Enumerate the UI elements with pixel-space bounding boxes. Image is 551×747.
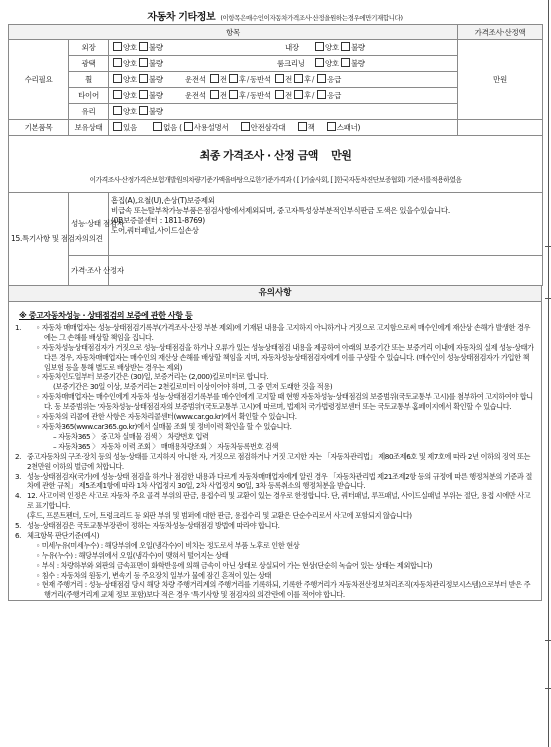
- repair-price: 만원: [458, 40, 543, 120]
- repair-item-label: 내장: [284, 43, 299, 52]
- final-price-note: 이가격조사·산정가격은보험개발원의차량기준가액을바탕으로한기준가격과 ( [ ]기술사회, [ ]한국자동차진단보증협회) 기준서를적용하였음: [89, 175, 462, 184]
- driver-seat-label: 운전석: [184, 91, 206, 100]
- checkbox[interactable]: [139, 58, 148, 67]
- opt-bad: 불량: [350, 43, 365, 52]
- opinion-line: 도어,쿼터패널,사이드실손상: [111, 226, 199, 235]
- opt-bad: 불량: [350, 59, 365, 68]
- basic-items-row: 있음 없음 ( 사용설명서 안전삼각대 잭 스패너): [109, 120, 458, 136]
- notice-text: 성능·상태점검은 국토교통부장관이 정하는 자동차성능·상태점검 방법에 따라야 합니다.: [27, 521, 280, 531]
- opt-urgent: 응급: [327, 75, 342, 84]
- notice-section: [8, 286, 542, 601]
- opt-good: 양호: [123, 91, 137, 100]
- notice-text: 체크항목 판단기준(예시): [27, 530, 100, 540]
- checkbox[interactable]: [317, 74, 326, 83]
- notice-sub: – 자동차365 〉 중고차 실매물 검색 〉 차량번호 입력: [53, 431, 209, 441]
- notice-num: 2.: [15, 451, 22, 461]
- opt-triangle: 안전삼각대: [250, 123, 286, 132]
- notice-text: 성능·상태점검자(국가)에 성능·상태 점검을 하거나 점검한 내용과 다르게 자동차매매업자에게 알린 경우 「자동차관리법 제21조제2항 등의 규정에 따른 행정처분의 기준과 절차에 관한 규칙」 제5조제1항에 따라 1차 사업정지 30일, 2차 사업정지 90일, 3차 등록취소의 행정처분을 받습니다.: [27, 471, 532, 491]
- notice-sub: ◦ 현재 주행거리 : 성능·상태점검 당시 해당 차량 주행거리계의 주행거리를 기록하되, 기록한 주행거리가 자동차전산정보처리조직(자동차관리정보시스템)으로부터 받은 주행거리(주행거리계 교체 정보 포함)보다 적은 경우 '특기사항 및 점검자의 의견'란에 이를 적어야 합니다.: [36, 580, 531, 600]
- opt-good: 양호: [123, 75, 137, 84]
- opt-bad: 불량: [148, 91, 163, 100]
- checkbox[interactable]: [275, 90, 284, 99]
- notice-num: 4.: [15, 491, 22, 501]
- notice-sub: ◦ 자동차의 리콜에 관한 사항은 자동차리콜센터(www.car.go.kr)에서 확인할 수 있습니다.: [36, 412, 297, 422]
- own-label: 보유상태: [69, 120, 109, 136]
- checkbox[interactable]: [341, 58, 350, 67]
- final-price-label: 최종 가격조사 · 산정 금액: [199, 148, 318, 162]
- opt-good: 양호: [123, 43, 137, 52]
- checkbox[interactable]: [327, 122, 336, 131]
- passenger-seat-label: 동반석: [250, 75, 271, 84]
- checkbox[interactable]: [315, 58, 324, 67]
- header-item: 항목: [9, 25, 458, 40]
- form-title: [8, 6, 542, 24]
- notice-sub: ◦ 자동차매매업자는 매수인에게 자동차 성능·상태점검기록부를 매수인에게 고지할 때 현행 자동차성능·상태점검의 보증범위(국토교통부 고시)를 첨부하여 고지하여야 합니다. 동 보증범위는 '자동차성능·상태점검자의 보증범위'(국토교통부 고시)에 따르며, 법제처 국가법령정보센터 또는 국토교통부 홈페이지에서 확인할 수 있습니다.: [36, 392, 533, 412]
- repair-item-label: 유리: [69, 104, 109, 120]
- notice-sub: ◦ 침수 : 자동차의 원동기, 변속기 등 주요장치 일부가 물에 잠긴 흔적이 있는 상태: [36, 570, 272, 580]
- checkbox[interactable]: [315, 42, 324, 51]
- checkbox[interactable]: [113, 42, 122, 51]
- checkbox[interactable]: [317, 90, 326, 99]
- repair-item-label: 룸크리닝: [276, 59, 305, 68]
- checkbox[interactable]: [229, 90, 238, 99]
- edge-tick: [545, 246, 551, 247]
- checkbox[interactable]: [298, 122, 307, 131]
- opt-front: 전: [284, 75, 292, 84]
- passenger-seat-label: 동반석: [250, 91, 271, 100]
- checkbox[interactable]: [139, 74, 148, 83]
- repair-item-label: 휠: [69, 72, 109, 88]
- checkbox[interactable]: [113, 90, 122, 99]
- header-price: 가격조사·산정액: [458, 25, 543, 40]
- opt-jack: 잭: [307, 123, 315, 132]
- edge-tick: [545, 688, 551, 689]
- repair-item-label: 외장: [69, 40, 109, 56]
- checkbox[interactable]: [341, 42, 350, 51]
- checkbox[interactable]: [139, 90, 148, 99]
- basic-price-cell: [458, 120, 543, 136]
- notice-sub: ◦ 부식 : 차량하부와 외판의 금속표면이 화학반응에 의해 금속이 아닌 상태로 상실되어 가는 현상(단순히 녹슬어 있는 상태는 제외합니다): [36, 560, 433, 570]
- notice-sub: ◦ 자동차성능상태점검자가 거짓으로 성능·상태점검을 하거나 오류가 있는 성능상태점검 내용을 제공하여 아래의 보증기간 또는 보증거리 이내에 자동차의 실제 성능·상태가 다른 경우, 자동차매매업자는 매수인의 재산상 손해를 배상할 책임을 지며, 자동차성능상태점검자에게 이를 구상할 수 있습니다. (매수인이 성능상태점검자가 가입한 책임보험 등을 통해 별도로 배상받는 경우는 제외): [36, 342, 534, 372]
- page-edge-line: [548, 0, 549, 747]
- opt-good: 양호: [325, 43, 339, 52]
- notice-sub: ◦ 자동차365(www.car365.go.kr)에서 실매물 조회 및 정비이력 확인을 할 수 있습니다.: [36, 421, 292, 431]
- checkbox[interactable]: [294, 74, 303, 83]
- opt-back: 후: [238, 91, 246, 100]
- edge-tick: [545, 298, 551, 299]
- checkbox[interactable]: [184, 122, 193, 131]
- notice-sub: ◦ 누유(누수) : 해당부위에서 오일(냉각수)이 맺혀서 떨어지는 상태: [36, 550, 229, 560]
- opt-good: 양호: [324, 59, 339, 68]
- basic-label: 기본품목: [9, 120, 69, 136]
- notice-item: [15, 323, 535, 452]
- opt-manual: 사용설명서: [193, 123, 229, 132]
- notice-body: [9, 302, 541, 600]
- notice-num: 1.: [15, 322, 22, 332]
- opt-bad: 불량: [148, 75, 163, 84]
- notice-sub: ◦ 미세누유(미세누수) : 해당부위에 오일(냉각수)이 비치는 정도로서 부품 노후로 인한 현상: [36, 540, 300, 550]
- perf-inspector-label: 성능·상태 점검자: [69, 193, 109, 256]
- final-price-unit: 만원: [331, 148, 352, 162]
- repair-item-label: 타이어: [69, 88, 109, 104]
- opt-bad: 불량: [148, 107, 163, 116]
- checkbox[interactable]: [113, 74, 122, 83]
- repair-row-exterior: [109, 40, 458, 56]
- opt-back: 후: [238, 75, 246, 84]
- opt-bad: 불량: [148, 43, 163, 52]
- special-label: 15.특기사항 및 점검자의의견: [9, 193, 69, 286]
- opt-back: 후: [303, 91, 311, 100]
- opt-front: 전: [219, 75, 227, 84]
- opt-good: 양호: [123, 107, 137, 116]
- perf-inspector-opinion: [109, 193, 543, 256]
- opt-have: 있음: [123, 123, 137, 132]
- repair-row-wheel: 양호 불량 운전석 전 후/동반석 전 후/ 응급: [109, 72, 458, 88]
- checkbox[interactable]: [113, 106, 122, 115]
- checkbox[interactable]: [241, 122, 250, 131]
- notice-num: 5.: [15, 521, 22, 531]
- final-price-title: [11, 147, 540, 163]
- form-title-main: 자동차 기타정보: [147, 12, 216, 23]
- form-title-note: (이항목은매수인이자동차가격조사·산정을원하는경우에만기재합니다): [220, 14, 403, 22]
- repair-row-glass: [109, 104, 458, 120]
- repair-item-label: 광택: [69, 56, 109, 72]
- opinion-line: 흠집(A),요철(U),손상(T)보증제외: [111, 196, 215, 205]
- final-price-cell: [9, 136, 543, 193]
- notice-item: [15, 452, 535, 472]
- opt-front: 전: [219, 91, 227, 100]
- driver-seat-label: 운전석: [184, 75, 206, 84]
- notice-num: 3.: [15, 471, 22, 481]
- other-info-table: [8, 24, 543, 286]
- checkbox[interactable]: [139, 106, 148, 115]
- notice-item: [15, 491, 535, 521]
- notice-text: (후드, 프론트펜더, 도어, 트렁크리드 등 외판 부위 및 범퍼에 대한 판금, 용접수리 및 교환은 단순수리로서 사고에 포함되지 않습니다): [27, 511, 412, 521]
- opinion-line: 비급속 또는탈부착가능부품은점검사항에서제외되며, 중고자특성상부분적인부식판금 도색은 있을수있습니다.: [111, 206, 450, 215]
- repair-label: 수리필요: [9, 40, 69, 120]
- notice-title: 유의사항: [9, 286, 541, 302]
- opt-back: 후: [303, 75, 311, 84]
- price-inspector-label: 가격·조사 산정자: [69, 256, 109, 286]
- repair-row-tire: 양호 불량 운전석 전 후/동반석 전 후/ 응급: [109, 88, 458, 104]
- opt-urgent: 응급: [327, 91, 342, 100]
- notice-sub: ◦ 자동차 매매업자는 성능·상태점검기록부(가격조사·산정 부분 제외)에 기재된 내용을 고지하지 아니하거나 거짓으로 고지함으로써 매수인에게 재산상 손해가 발생한 경우에는 그 손해를 배상할 책임을 집니다.: [36, 322, 531, 342]
- opt-bad: 불량: [148, 59, 163, 68]
- price-inspector-opinion: [109, 256, 543, 286]
- checkbox[interactable]: [153, 122, 162, 131]
- checkbox[interactable]: [210, 90, 219, 99]
- notice-item: [15, 472, 535, 492]
- notice-item: [15, 521, 535, 531]
- opt-front: 전: [284, 91, 292, 100]
- notice-sub: ◦ 자동차인도일부터 보증기간은 (30)일, 보증거리는 (2,000)킬로미터로 합니다.: [36, 372, 269, 382]
- repair-row-gloss: [109, 56, 458, 72]
- opt-spanner: 스패너: [336, 123, 358, 132]
- opt-none: 없음: [163, 123, 177, 132]
- notice-text: 12. 사고이력 인정은 사고로 자동차 주요 골격 부위의 판금, 용접수리 및 교환이 있는 경우로 한정합니다. 단, 쿼터패널, 루프패널, 사이드실패널 부위는 절단, 용접 시에만 사고로 표기합니다.: [27, 491, 531, 511]
- notice-sub: – 자동차365 〉 자동차 이력 조회 〉 매매용차량조회 〉 자동차등록번호 검색: [53, 441, 279, 451]
- notice-sub: (보증기간은 30일 이상, 보증거리는 2천킬로미터 이상이어야 하며, 그 중 먼저 도래한 것을 적용): [53, 382, 333, 392]
- notice-item: [15, 531, 535, 600]
- edge-tick: [545, 640, 551, 641]
- checkbox[interactable]: [229, 74, 238, 83]
- opinion-line: (0B보증콜센터 : 1811-8769): [111, 216, 205, 225]
- notice-num: 6.: [15, 530, 22, 540]
- checkbox[interactable]: [113, 58, 122, 67]
- checkbox[interactable]: [113, 122, 122, 131]
- notice-text: 중고자동차의 구조·장치 등의 성능·상태를 고지하지 아니한 자, 거짓으로 점검하거나 거짓 고지한 자는 「자동차관리법」 제80조제6호 및 제7호에 따라 2년 이하의 징역 또는 2천만원 이하의 벌금에 처합니다.: [27, 451, 531, 471]
- checkbox[interactable]: [139, 42, 148, 51]
- checkbox[interactable]: [210, 74, 219, 83]
- opt-good: 양호: [123, 59, 137, 68]
- notice-heading: ※ 중고자동차성능 · 상태점검의 보증에 관한 사항 등: [19, 311, 193, 320]
- checkbox[interactable]: [275, 74, 284, 83]
- checkbox[interactable]: [294, 90, 303, 99]
